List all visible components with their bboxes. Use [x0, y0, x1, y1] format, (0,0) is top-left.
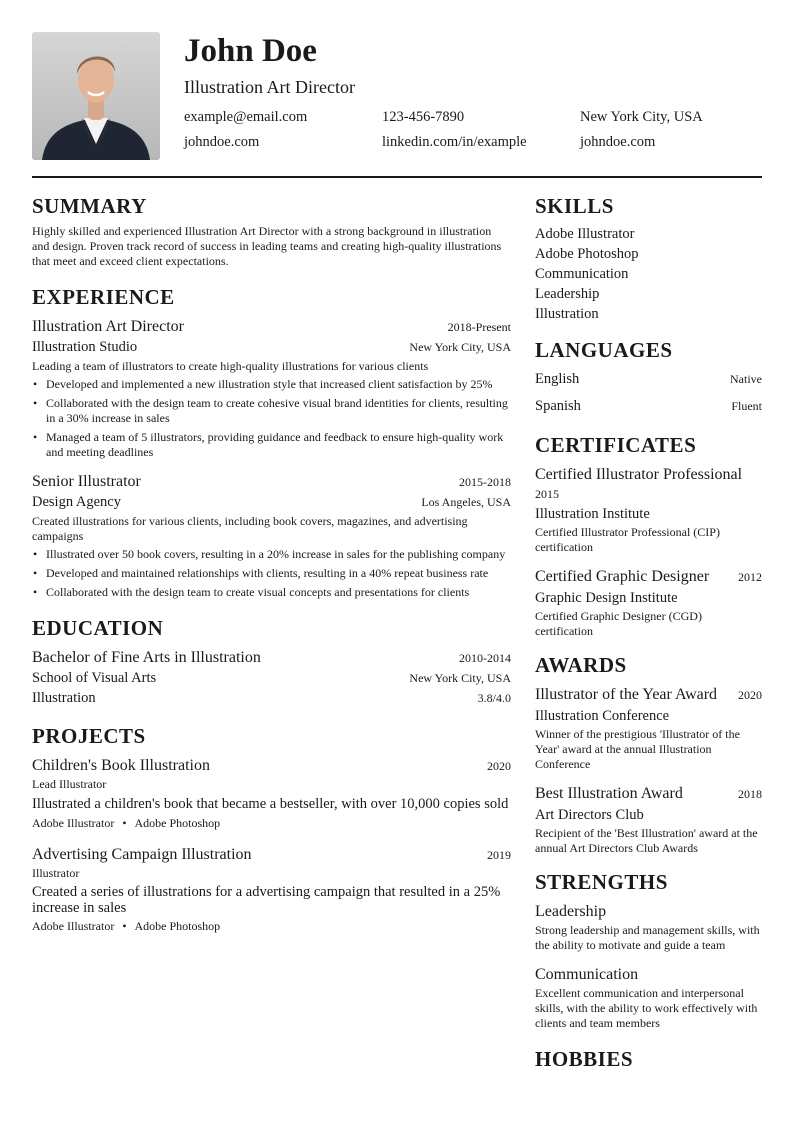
education-dates: 2010-2014 — [459, 651, 511, 665]
achievement-item: • Developed and maintained relationships with clients, resulting in a 40% repeat business rate — [46, 566, 511, 581]
candidate-title: Illustration Art Director — [184, 77, 355, 97]
linkedin-link[interactable]: linkedin.com/in/example — [382, 134, 527, 150]
tool-tag: Adobe Illustrator — [32, 816, 115, 830]
achievement-item: • Developed and implemented a new illustration style that increased client satisfaction by 25% — [46, 377, 511, 392]
project-entry — [32, 756, 511, 831]
tool-tag: Adobe Photoshop — [134, 919, 221, 933]
achievement-item: • Collaborated with the design team to create cohesive visual brand identities for clients, resulting in a 30% increase in sales — [46, 396, 511, 426]
portrait-image — [32, 32, 160, 160]
header-divider — [32, 176, 762, 178]
languages-list — [535, 369, 762, 423]
award-issuer: Art Directors Club — [535, 807, 644, 823]
project-description: Illustrated a children's book that became a bestseller, with over 10,000 copies sold — [32, 796, 509, 812]
certificate-name: Certified Graphic Designer — [535, 568, 710, 585]
tool-tag: Adobe Illustrator — [32, 919, 115, 933]
project-year: 2020 — [487, 759, 511, 773]
projects-heading: PROJECTS — [32, 724, 146, 748]
job-dates: 2015-2018 — [459, 475, 511, 489]
award-description: Recipient of the 'Best Illustration' award at the annual Art Directors Club Awards — [535, 826, 758, 855]
award-year: 2020 — [738, 688, 762, 702]
skill-item: Adobe Illustrator — [535, 226, 635, 242]
awards-heading: AWARDS — [535, 653, 627, 677]
email-link[interactable]: example@email.com — [184, 109, 308, 125]
location: New York City, USA — [580, 109, 703, 125]
project-year: 2019 — [487, 848, 511, 862]
certificates-heading: CERTIFICATES — [535, 433, 697, 457]
project-tools — [32, 815, 511, 831]
experience-heading: EXPERIENCE — [32, 285, 175, 309]
skills-heading: SKILLS — [535, 194, 614, 218]
award-entry — [535, 784, 762, 856]
left-column — [32, 194, 511, 934]
experience-entry — [32, 472, 511, 600]
award-name: Illustrator of the Year Award — [535, 686, 718, 703]
skill-item: Adobe Photoshop — [535, 246, 639, 262]
contact-info — [184, 108, 762, 151]
school-name: School of Visual Arts — [32, 670, 157, 686]
degree-name: Bachelor of Fine Arts in Illustration — [32, 649, 261, 666]
skill-item: Illustration — [535, 306, 599, 322]
strength-name: Leadership — [535, 903, 607, 920]
achievement-list — [32, 377, 511, 460]
skill-item: Leadership — [535, 286, 600, 302]
certificate-entry — [535, 465, 762, 555]
certificate-description: Certified Illustrator Professional (CIP) certification — [535, 525, 720, 554]
strength-entry — [535, 902, 762, 953]
candidate-name: John Doe — [184, 33, 317, 69]
company-name: Design Agency — [32, 494, 121, 510]
field-of-study: Illustration — [32, 690, 96, 706]
award-year: 2018 — [738, 787, 762, 801]
right-column — [535, 194, 762, 1079]
language-row — [535, 369, 762, 396]
strengths-heading: STRENGTHS — [535, 870, 668, 894]
job-description: Leading a team of illustrators to create high-quality illustrations for various clients — [32, 359, 429, 373]
job-location: Los Angeles, USA — [421, 495, 511, 509]
languages-heading: LANGUAGES — [535, 338, 673, 362]
tag-separator: • — [122, 919, 127, 933]
certificate-name: Certified Illustrator Professional — [535, 466, 743, 483]
education-entry — [32, 648, 511, 708]
job-dates: 2018-Present — [447, 320, 511, 334]
profile-photo — [32, 32, 160, 160]
phone-number: 123-456-7890 — [382, 109, 465, 125]
language-level: Fluent — [731, 399, 762, 413]
project-name: Advertising Campaign Illustration — [32, 846, 252, 863]
strength-description: Strong leadership and management skills, with the ability to motivate and guide a team — [535, 923, 760, 952]
project-role: Illustrator — [32, 866, 80, 880]
achievement-item: • Collaborated with the design team to create visual concepts and presentations for clients — [46, 585, 511, 600]
award-name: Best Illustration Award — [535, 785, 683, 802]
tag-separator: • — [122, 816, 127, 830]
project-entry — [32, 845, 511, 934]
gpa: 3.8/4.0 — [477, 691, 511, 705]
language-name: English — [535, 371, 580, 387]
project-tools — [32, 918, 511, 934]
skills-list — [535, 224, 762, 324]
skill-item: Communication — [535, 266, 629, 282]
strength-name: Communication — [535, 966, 639, 983]
portfolio-link[interactable]: johndoe.com — [580, 134, 656, 150]
language-row — [535, 396, 762, 423]
project-description: Created a series of illustrations for a advertising campaign that resulted in a 25% increase in sales — [32, 884, 501, 916]
summary-heading: SUMMARY — [32, 194, 147, 218]
strength-entry — [535, 965, 762, 1031]
language-level: Native — [730, 372, 762, 386]
certificate-description: Certified Graphic Designer (CGD) certification — [535, 609, 702, 638]
award-description: Winner of the prestigious 'Illustrator of the Year' award at the annual Illustration Conference — [535, 727, 740, 771]
certificate-issuer: Illustration Institute — [535, 506, 650, 522]
achievement-item: • Illustrated over 50 book covers, resulting in a 20% increase in sales for the publishing company — [46, 547, 511, 562]
award-issuer: Illustration Conference — [535, 708, 670, 724]
experience-entry — [32, 317, 511, 460]
certificate-entry — [535, 567, 762, 639]
resume-header — [32, 32, 762, 160]
company-name: Illustration Studio — [32, 339, 138, 355]
job-title: Illustration Art Director — [32, 318, 184, 335]
education-heading: EDUCATION — [32, 616, 164, 640]
award-entry — [535, 685, 762, 772]
certificate-year: 2012 — [738, 570, 762, 584]
hobbies-heading: HOBBIES — [535, 1047, 634, 1071]
job-title: Senior Illustrator — [32, 473, 141, 490]
achievement-list — [32, 547, 511, 600]
website-link[interactable]: johndoe.com — [184, 134, 260, 150]
job-description: Created illustrations for various clients, including book covers, magazines, and advertising campaigns — [32, 514, 468, 543]
strength-description: Excellent communication and interpersonal skills, with the ability to work effectively with clients and team members — [535, 986, 758, 1030]
job-location: New York City, USA — [409, 340, 511, 354]
certificate-year: 2015 — [535, 487, 559, 501]
school-location: New York City, USA — [409, 671, 511, 685]
summary-text: Highly skilled and experienced Illustration Art Director with a strong background in illustration and design. Proven track record of success in leading teams and creating high-quality illustrations that meet and exceed client expectations. — [32, 224, 502, 268]
project-role: Lead Illustrator — [32, 777, 107, 791]
tool-tag: Adobe Photoshop — [134, 816, 221, 830]
achievement-item: • Managed a team of 5 illustrators, providing guidance and feedback to ensure high-quality work and meeting deadlines — [46, 430, 511, 460]
project-name: Children's Book Illustration — [32, 757, 210, 774]
certificate-issuer: Graphic Design Institute — [535, 590, 678, 606]
language-name: Spanish — [535, 398, 581, 414]
